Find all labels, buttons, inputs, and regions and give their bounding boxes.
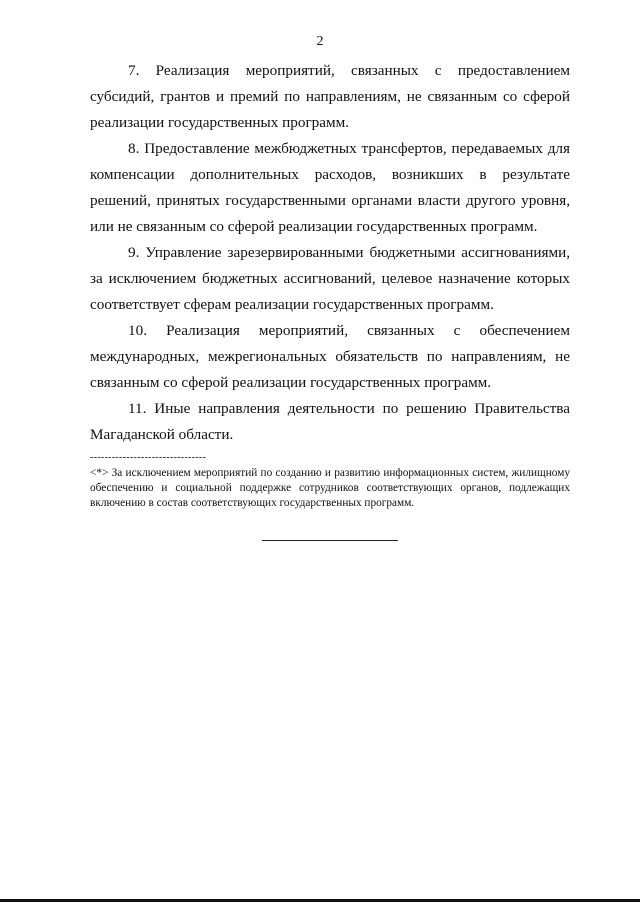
paragraph-7: 7. Реализация мероприятий, связанных с предоставлением субсидий, грантов и премий по направлениям, не связанным со сферой реализации государственных программ. [90, 62, 570, 131]
document-body [90, 58, 570, 448]
scan-bottom-border [0, 899, 640, 902]
end-of-document-line [262, 540, 398, 541]
paragraph-9: 9. Управление зарезервированными бюджетными ассигнованиями, за исключением бюджетных ассигнований, целевое назначение которых соответствует сферам реализации государственных программ. [90, 244, 570, 313]
paragraph-10: 10. Реализация мероприятий, связанных с обеспечением международных, межрегиональных обязательств по направлениям, не связанным со сферой реализации государственных программ. [90, 322, 570, 391]
paragraph-8: 8. Предоставление межбюджетных трансфертов, передаваемых для компенсации дополнительных расходов, возникших в результате решений, принятых государственными органами власти другого уровня, или не связанным со сферой реализации государственных программ. [90, 140, 570, 235]
footnote-text: <*> За исключением мероприятий по созданию и развитию информационных систем, жилищному обеспечению и социальной поддержке сотрудников соответствующих органов, подлежащих включению в состав соответствующих государственных программ. [90, 467, 570, 509]
page-number: 2 [316, 34, 324, 49]
footnote-separator: -------------------------------- [90, 452, 207, 463]
paragraph-11: 11. Иные направления деятельности по решению Правительства Магаданской области. [90, 400, 570, 443]
